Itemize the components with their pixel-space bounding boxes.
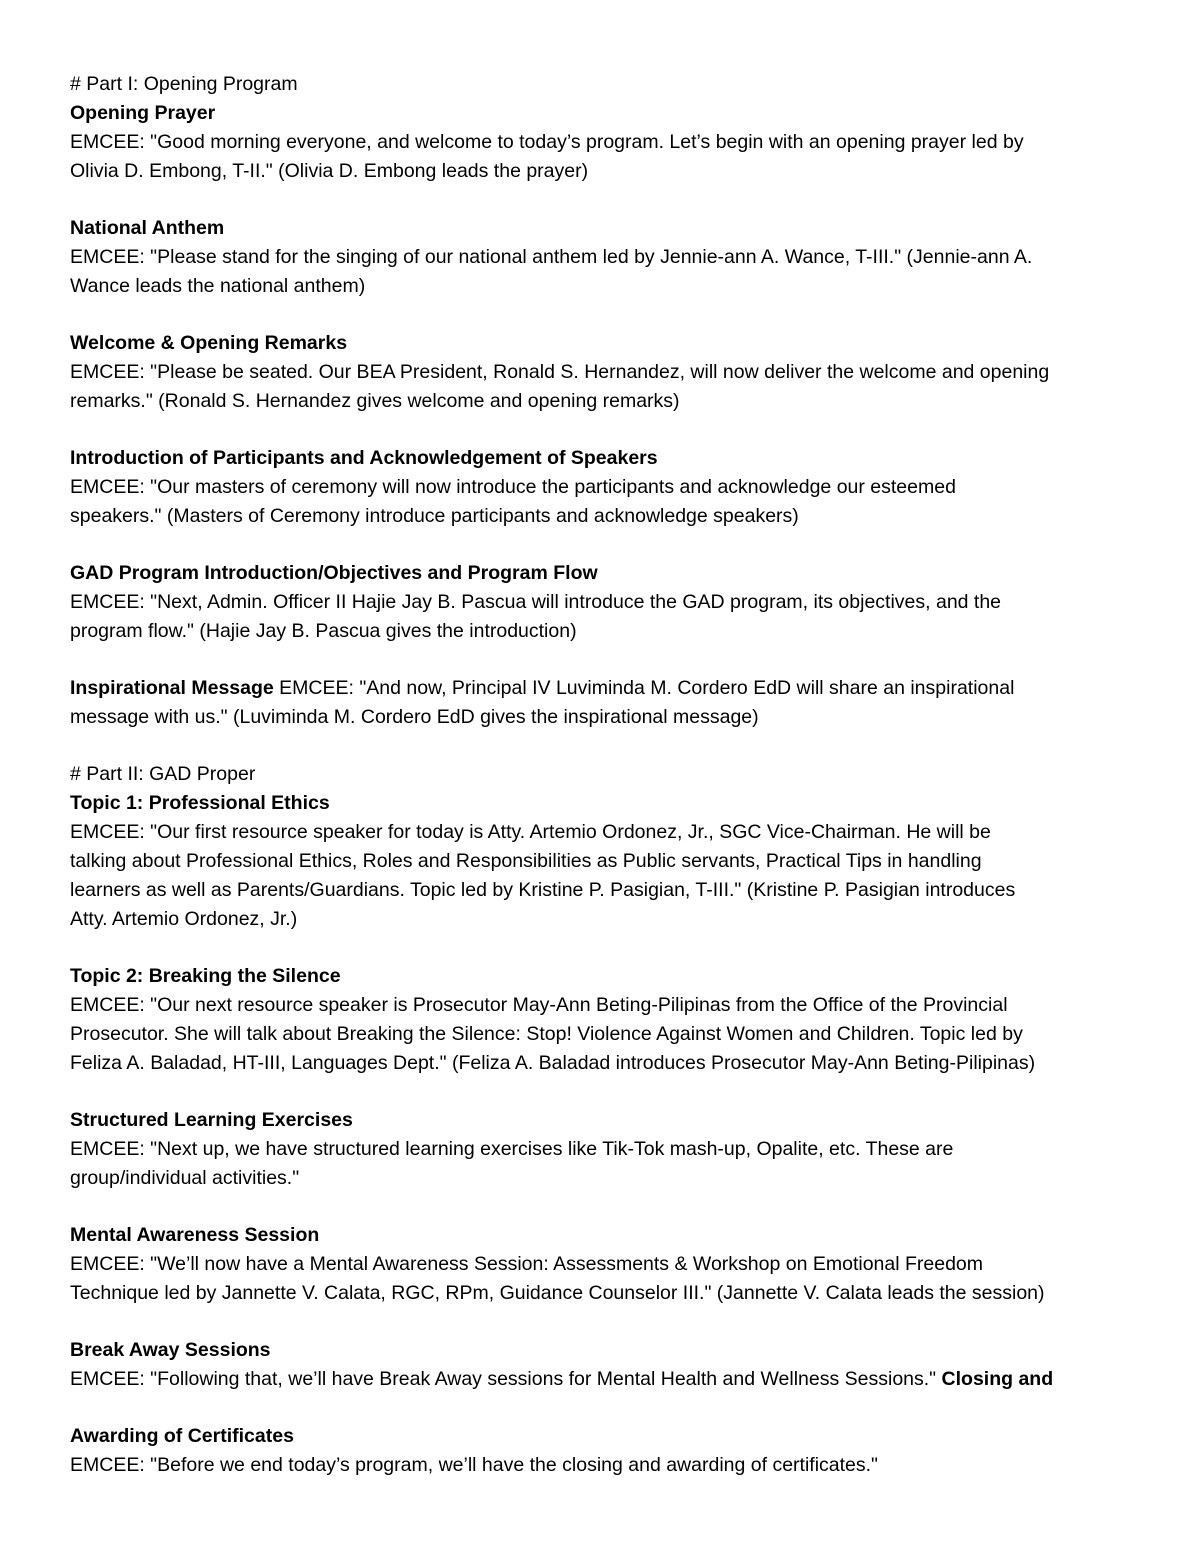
section-heading: Break Away Sessions <box>70 1339 271 1361</box>
section-text: EMCEE: "Before we end today’s program, we’ll have the closing and awarding of certificates." <box>70 1454 878 1476</box>
part-2-title: # Part II: GAD Proper <box>70 763 256 785</box>
section-text: EMCEE: "Next up, we have structured learning exercises like Tik-Tok mash-up, Opalite, etc. These are <box>70 1138 954 1160</box>
section-topic-1 <box>70 789 1134 934</box>
section-awarding <box>70 1422 1134 1480</box>
section-heading: Topic 2: Breaking the Silence <box>70 965 341 987</box>
section-text: EMCEE: "Our masters of ceremony will now introduce the participants and acknowledge our esteemed <box>70 476 956 498</box>
section-heading: GAD Program Introduction/Objectives and Program Flow <box>70 562 598 584</box>
section-text: EMCEE: "Our next resource speaker is Prosecutor May-Ann Beting-Pilipinas from the Office of the Provincial <box>70 994 1008 1016</box>
section-text-inline: EMCEE: "And now, Principal IV Luviminda M. Cordero EdD will share an inspirational <box>273 677 1015 699</box>
section-opening-prayer <box>70 99 1134 186</box>
section-structured-learning <box>70 1106 1134 1193</box>
section-text: EMCEE: "Please be seated. Our BEA President, Ronald S. Hernandez, will now deliver the welcome and opening <box>70 361 1050 383</box>
section-text: Olivia D. Embong, T-II." (Olivia D. Embong leads the prayer) <box>70 160 589 182</box>
section-heading: Structured Learning Exercises <box>70 1109 353 1131</box>
section-introduction-participants <box>70 444 1134 531</box>
section-text: EMCEE: "Please stand for the singing of our national anthem led by Jennie-ann A. Wance, T-III." (Jennie-ann A. <box>70 246 1033 268</box>
section-topic-2 <box>70 962 1134 1078</box>
section-national-anthem <box>70 214 1134 301</box>
section-text: program flow." (Hajie Jay B. Pascua gives the introduction) <box>70 620 577 642</box>
section-text: group/individual activities." <box>70 1167 300 1189</box>
section-text: EMCEE: "Good morning everyone, and welcome to today’s program. Let’s begin with an opening prayer led by <box>70 131 1024 153</box>
section-text: Prosecutor. She will talk about Breaking the Silence: Stop! Violence Against Women and Children. Topic led by <box>70 1023 1023 1045</box>
section-text: talking about Professional Ethics, Roles and Responsibilities as Public servants, Practical Tips in handling <box>70 850 982 872</box>
section-text: remarks." (Ronald S. Hernandez gives welcome and opening remarks) <box>70 390 680 412</box>
section-break-away <box>70 1336 1134 1394</box>
section-text-inline: EMCEE: "Following that, we’ll have Break Away sessions for Mental Health and Wellness Sessions." <box>70 1368 942 1390</box>
section-heading: Opening Prayer <box>70 102 216 124</box>
section-mental-awareness <box>70 1221 1134 1308</box>
section-text: speakers." (Masters of Ceremony introduce participants and acknowledge speakers) <box>70 505 799 527</box>
section-text: Feliza A. Baladad, HT-III, Languages Dept." (Feliza A. Baladad introduces Prosecutor May-Ann Beting-Pilipinas) <box>70 1052 1036 1074</box>
section-text: Technique led by Jannette V. Calata, RGC, RPm, Guidance Counselor III." (Jannette V. Calata leads the session) <box>70 1282 1045 1304</box>
section-text: Atty. Artemio Ordonez, Jr.) <box>70 908 298 930</box>
section-text: EMCEE: "We’ll now have a Mental Awareness Session: Assessments & Workshop on Emotional Freedom <box>70 1253 984 1275</box>
section-text: learners as well as Parents/Guardians. Topic led by Kristine P. Pasigian, T-III." (Kristine P. Pasigian introduces <box>70 879 1016 901</box>
section-heading: Welcome & Opening Remarks <box>70 332 348 354</box>
section-text <box>70 1365 1134 1394</box>
part-1-title: # Part I: Opening Program <box>70 73 298 95</box>
document-page <box>70 70 1134 1480</box>
section-text: Wance leads the national anthem) <box>70 275 366 297</box>
section-inspirational-message <box>70 674 1134 732</box>
section-heading: Introduction of Participants and Acknowledgement of Speakers <box>70 447 658 469</box>
section-text: EMCEE: "Our first resource speaker for today is Atty. Artemio Ordonez, Jr., SGC Vice-Chairman. He will be <box>70 821 991 843</box>
section-gad-program-intro <box>70 559 1134 646</box>
section-text: EMCEE: "Next, Admin. Officer II Hajie Jay B. Pascua will introduce the GAD program, its objectives, and the <box>70 591 1002 613</box>
section-heading: National Anthem <box>70 217 225 239</box>
section-text: message with us." (Luviminda M. Cordero EdD gives the inspirational message) <box>70 706 759 728</box>
section-heading: Awarding of Certificates <box>70 1425 294 1447</box>
section-heading: Topic 1: Professional Ethics <box>70 792 330 814</box>
section-welcome-remarks <box>70 329 1134 416</box>
section-heading: Inspirational Message <box>70 677 274 699</box>
section-heading: Mental Awareness Session <box>70 1224 320 1246</box>
section-heading-inline: Closing and <box>941 1368 1054 1390</box>
section-text <box>70 674 1134 703</box>
